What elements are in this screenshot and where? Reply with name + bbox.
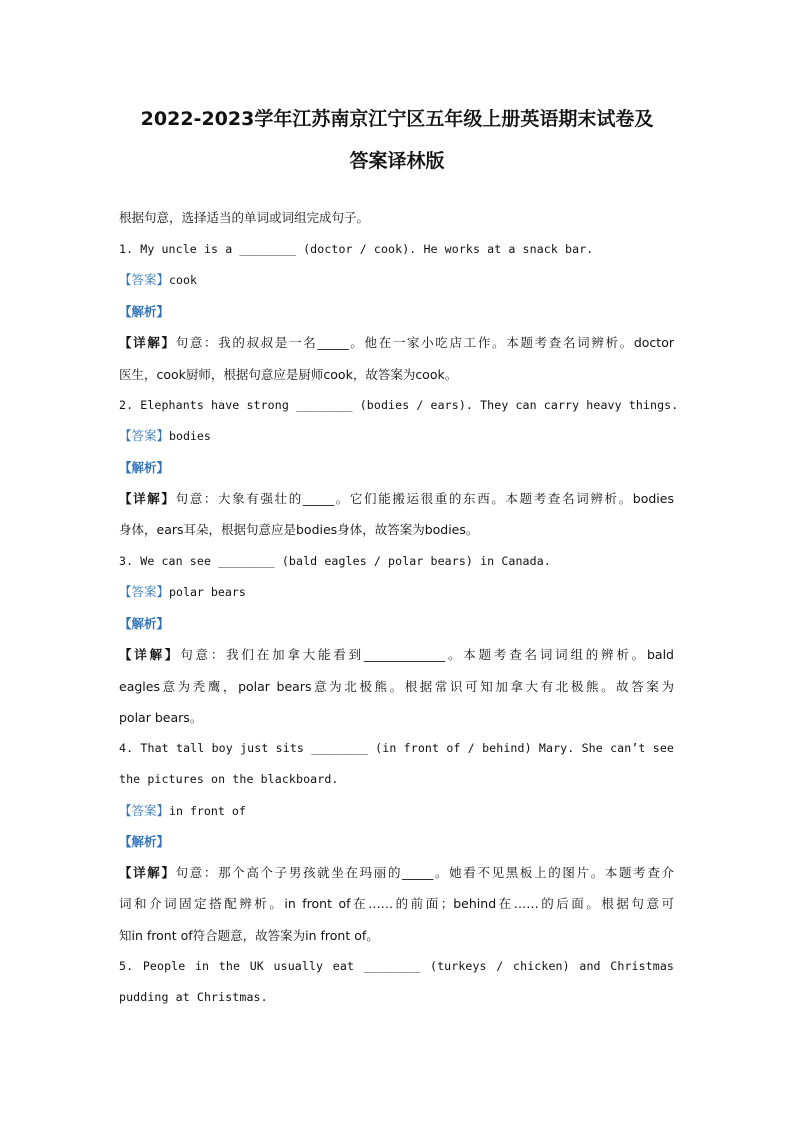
detail-text: 句意：大象有强壮的_____。它们能搬运很重的东西。本题考查名词辨析。bodies [175, 491, 674, 506]
detail-tag: 【详解】 [119, 335, 176, 350]
answer-row-4 [119, 801, 246, 819]
detail-tag: 【详解】 [119, 865, 176, 880]
answer-value-1: cook [169, 273, 197, 287]
question-4-line-1: 4. That tall boy just sits ________ (in front of / behind) Mary. She can’t see [119, 741, 674, 755]
answer-row-1 [119, 270, 197, 288]
analysis-tag: 【解析】 [119, 834, 170, 849]
detail-3-line-3: polar bears。 [119, 710, 203, 725]
answer-tag: 【答案】 [119, 584, 170, 599]
document-title-line-2: 答案译林版 [349, 150, 445, 172]
detail-1-line-1 [119, 333, 674, 351]
analysis-row-1 [119, 302, 169, 320]
analysis-row-4 [119, 832, 169, 850]
detail-4-line-1 [119, 863, 674, 881]
detail-text: 句意：那个高个子男孩就坐在玛丽的_____。她看不见黑板上的图片。本题考查介 [175, 865, 674, 880]
answer-tag: 【答案】 [119, 428, 170, 443]
detail-1-line-2: 医生，cook厨师，根据句意应是厨师cook，故答案为cook。 [119, 367, 458, 382]
detail-3-line-2: eagles意为秃鹰，polar bears意为北极熊。根据常识可知加拿大有北极熊。故答案为 [119, 679, 674, 694]
instruction: 根据句意，选择适当的单词或词组完成句子。 [119, 210, 370, 225]
detail-tag: 【详解】 [119, 491, 176, 506]
analysis-tag: 【解析】 [119, 460, 170, 475]
detail-2-line-1 [119, 489, 674, 507]
question-4-line-2: the pictures on the blackboard. [119, 772, 339, 786]
answer-tag: 【答案】 [119, 803, 170, 818]
detail-text: 句意：我的叔叔是一名_____。他在一家小吃店工作。本题考查名词辨析。doctor [175, 335, 674, 350]
answer-row-3 [119, 582, 246, 600]
detail-4-line-3: 知in front of符合题意，故答案为in front of。 [119, 928, 379, 943]
detail-3-line-1 [119, 645, 674, 663]
document-title-line-1: 2022-2023学年江苏南京江宁区五年级上册英语期末试卷及 [140, 108, 654, 130]
analysis-tag: 【解析】 [119, 616, 170, 631]
question-3: 3. We can see ________ (bald eagles / polar bears) in Canada. [119, 554, 551, 568]
analysis-row-3 [119, 614, 169, 632]
question-5-line-1: 5. People in the UK usually eat ________ (turkeys / chicken) and Christmas [119, 959, 674, 973]
question-2: 2. Elephants have strong ________ (bodies / ears). They can carry heavy things. [119, 398, 679, 412]
detail-4-line-2: 词和介词固定搭配辨析。in front of在……的前面；behind在……的后面。根据句意可 [119, 896, 674, 911]
answer-value-2: bodies [169, 429, 211, 443]
analysis-tag: 【解析】 [119, 304, 170, 319]
analysis-row-2 [119, 458, 169, 476]
answer-tag: 【答案】 [119, 272, 170, 287]
answer-value-4: in front of [169, 804, 246, 818]
detail-tag: 【详解】 [119, 647, 181, 662]
question-5-line-2: pudding at Christmas. [119, 990, 268, 1004]
answer-value-3: polar bears [169, 585, 246, 599]
detail-2-line-2: 身体，ears耳朵，根据句意应是bodies身体，故答案为bodies。 [119, 522, 479, 537]
detail-text: 句意：我们在加拿大能看到_____________。本题考查名词词组的辨析。bald [180, 647, 674, 662]
answer-row-2 [119, 426, 211, 444]
question-1: 1. My uncle is a ________ (doctor / cook). He works at a snack bar. [119, 242, 594, 256]
